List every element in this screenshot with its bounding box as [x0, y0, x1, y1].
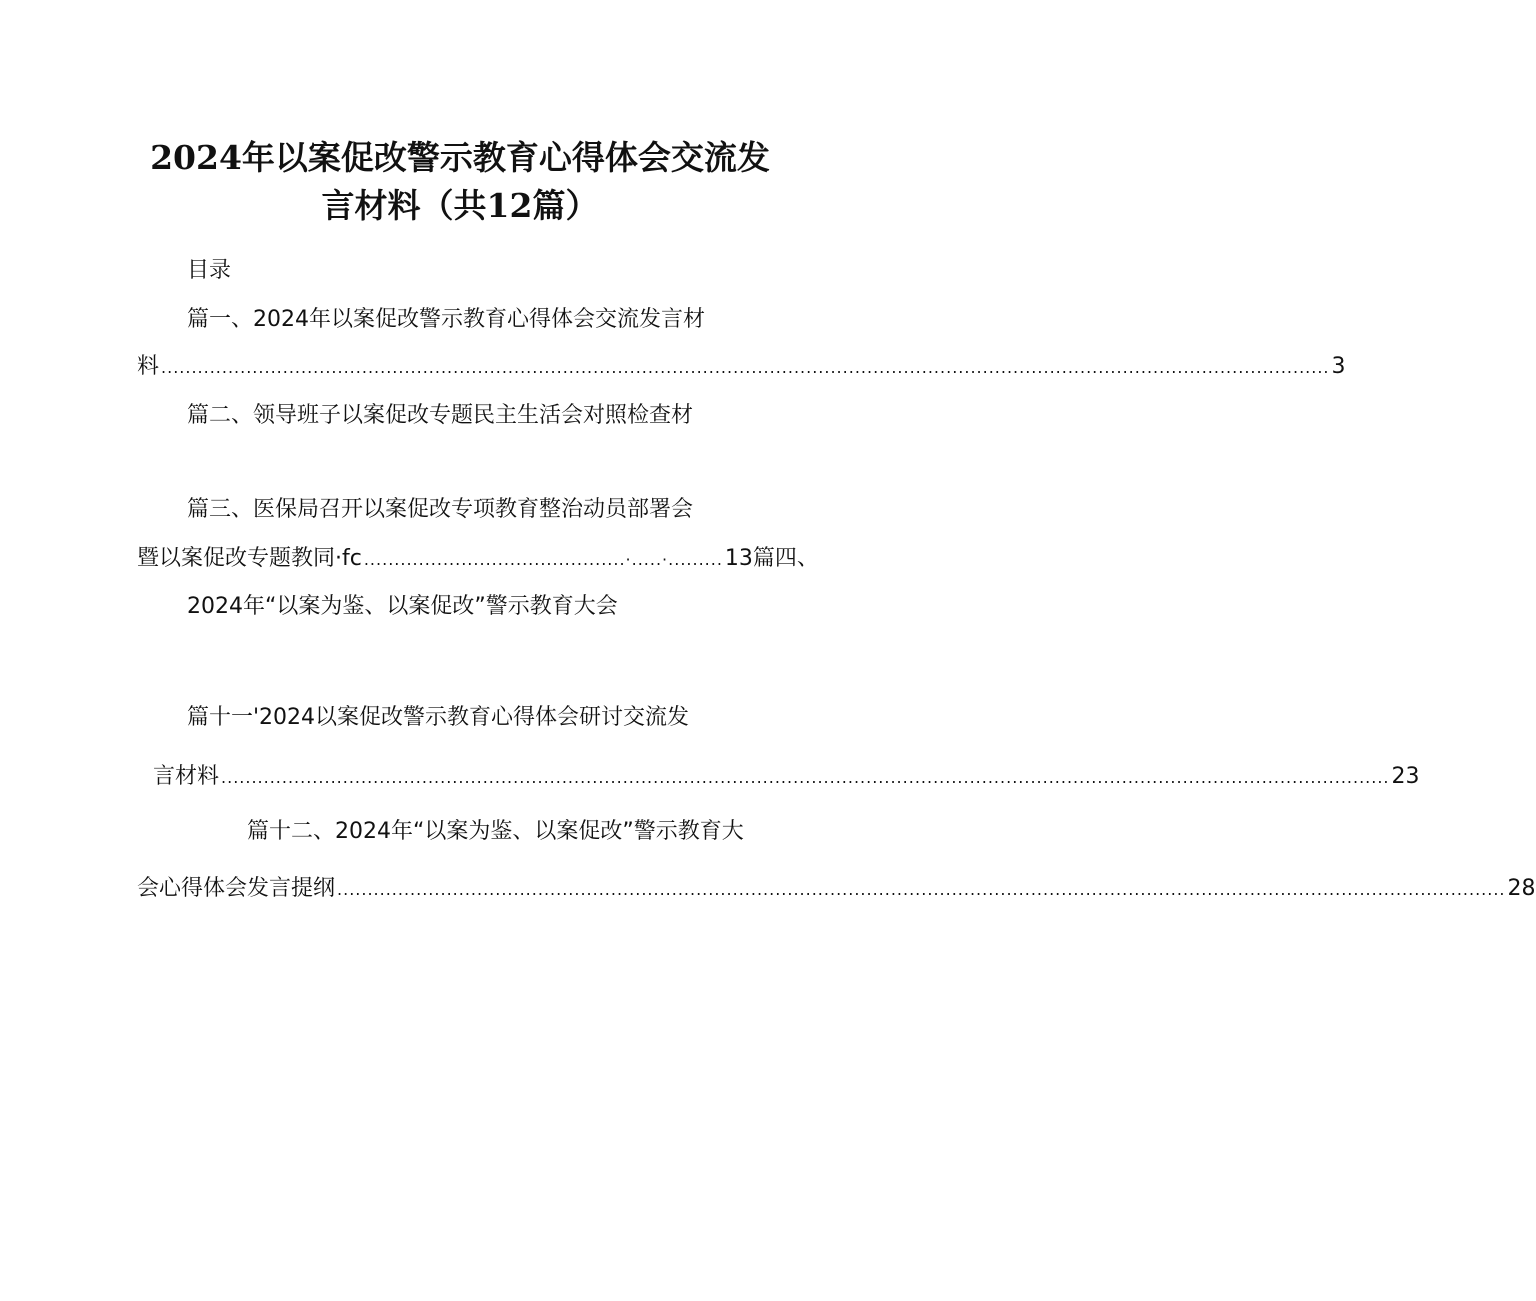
- toc-entry-1-text: 料: [137, 354, 160, 379]
- toc-entry-3-text: 暨以案促改专题教同·fc: [137, 546, 362, 571]
- toc-entry-12-line2: [137, 874, 1536, 905]
- toc-entry-11-line1: 篇十一'2024以案促改警示教育心得体会研讨交流发: [187, 705, 690, 730]
- toc-entry-12-line1: 篇十二、2024年“以案为鉴、以案促改”警示教育大: [247, 819, 744, 844]
- toc-entry-3-page: 13篇四、: [724, 546, 819, 571]
- toc-leader-dots: [337, 875, 1506, 905]
- toc-entry-3-line2: [137, 544, 819, 575]
- toc-entry-1-line2: [137, 352, 1346, 383]
- toc-entry-1-page: 3: [1331, 354, 1346, 379]
- toc-leader-dots: [221, 763, 1390, 793]
- document-title-line2: 言材料（共12篇）: [321, 186, 599, 225]
- toc-entry-3-dots: ...........................................·.....·.........: [363, 550, 723, 569]
- toc-entry-2-line1: 篇二、领导班子以案促改专题民主生活会对照检查材: [187, 403, 694, 428]
- toc-entry-11-text: 言材料: [153, 764, 220, 789]
- toc-entry-3-line1: 篇三、医保局召开以案促改专项教育整治动员部署会: [187, 497, 694, 522]
- toc-entry-1-line1: 篇一、2024年以案促改警示教育心得体会交流发言材: [187, 307, 705, 332]
- toc-entry-4-line1: 2024年“以案为鉴、以案促改”警示教育大会: [187, 594, 618, 619]
- document-title-line1: 2024年以案促改警示教育心得体会交流发: [150, 138, 770, 177]
- toc-leader-dots: [161, 353, 1330, 383]
- toc-entry-12-page: 28: [1507, 876, 1536, 901]
- toc-heading: 目录: [187, 258, 232, 283]
- toc-entry-11-page: 23: [1391, 764, 1420, 789]
- toc-entry-12-text: 会心得体会发言提纲: [137, 876, 336, 901]
- toc-entry-11-line2: [153, 762, 1420, 793]
